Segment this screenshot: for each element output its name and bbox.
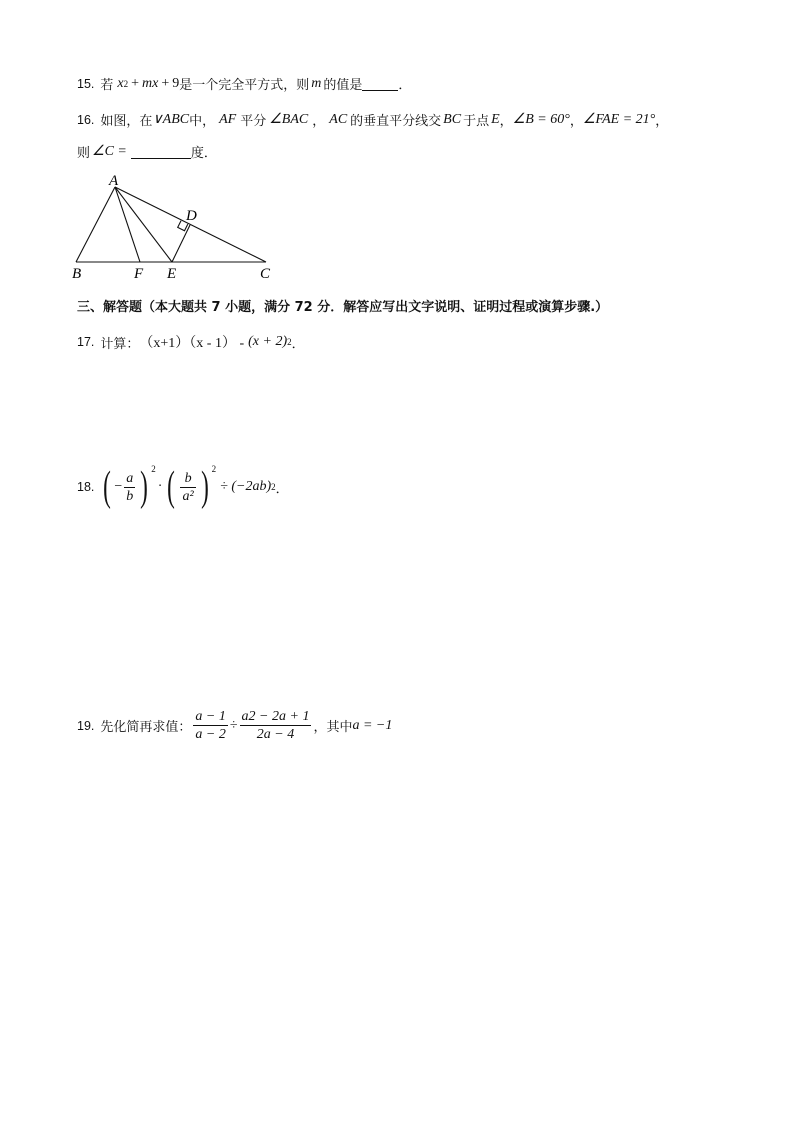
exponent: 2 [123, 78, 129, 89]
q16-text: ， [312, 114, 326, 129]
label-c: C [260, 266, 271, 282]
right-paren: ) [200, 464, 209, 510]
q16-text: ， [499, 114, 513, 129]
segment-ac: AC [329, 111, 348, 127]
triangle-abc: ∨ABC [152, 112, 190, 127]
question-16-line-2 [77, 142, 217, 161]
answer-blank [131, 144, 191, 159]
point-e: E [491, 111, 500, 127]
term-mx: mx [142, 75, 159, 91]
left-paren: ( [167, 464, 176, 510]
denominator: a² [182, 488, 194, 504]
q18-divisor: ÷ (−2ab) [220, 479, 272, 494]
question-15 [77, 74, 411, 93]
question-number: 15. [77, 76, 95, 91]
exponent: 2 [271, 482, 276, 492]
question-number: 18. [77, 480, 95, 494]
question-18 [77, 466, 289, 508]
triangle-figure [66, 170, 286, 285]
q17-expression-2: (x + 2) [248, 334, 288, 349]
q17-expression-1: （x+1）（x - 1） - [139, 336, 245, 351]
denominator: a − 2 [195, 727, 226, 742]
q19-tail: ，其中 [313, 720, 353, 735]
segment-ab [76, 187, 115, 262]
dot-operator: · [157, 479, 163, 494]
question-17 [77, 332, 305, 352]
exponent: 2 [287, 337, 292, 347]
q19-condition: a = −1 [352, 717, 393, 733]
right-paren: ) [140, 464, 149, 510]
q16-text: 于点 [463, 114, 490, 129]
q16-text: 则 [77, 146, 91, 161]
answer-blank [362, 76, 398, 91]
fraction-1 [193, 708, 227, 743]
numerator: b [184, 470, 192, 486]
q15-end: ． [398, 78, 412, 93]
q16-text: 平分 [240, 114, 267, 129]
label-f: F [134, 266, 144, 282]
division-sign: ÷ [229, 717, 238, 733]
exponent: 2 [211, 464, 217, 474]
segment-de-line [172, 225, 190, 262]
denominator: b [126, 488, 134, 504]
question-number: 19. [77, 718, 95, 733]
q16-text: 如图，在 [100, 114, 153, 129]
section-3-heading: 三、解答题（本大题共 7 小题，满分 72 分．解答应写出文字说明、证明过程或演算步骤.） [77, 300, 609, 315]
angle-c: ∠C = [92, 144, 127, 159]
q16-text: ， [655, 114, 669, 129]
var-x: x [117, 75, 124, 91]
q17-label: 计算： [100, 336, 140, 352]
question-16-line-1 [77, 110, 668, 129]
q15-prefix: 若 [100, 78, 114, 93]
segment-ac-line [115, 187, 266, 262]
q15-post-text: 的值是 [323, 78, 363, 93]
question-number: 16. [77, 112, 95, 127]
plus-sign: + [161, 75, 170, 91]
fraction-2 [240, 708, 312, 743]
numerator: a − 1 [195, 709, 226, 724]
segment-bc: BC [443, 111, 462, 127]
fraction-a-over-b [124, 470, 135, 505]
label-b: B [72, 266, 82, 282]
angle-bac: ∠BAC [269, 112, 309, 127]
segment-ae-line [115, 187, 172, 262]
question-19 [77, 708, 392, 743]
label-a: A [109, 173, 119, 189]
numerator: a2 − 2a + 1 [241, 709, 310, 724]
q16-text: 的垂直平分线交 [350, 114, 442, 129]
var-m: m [311, 75, 322, 91]
denominator: 2a − 4 [256, 727, 295, 742]
left-paren: ( [103, 464, 112, 510]
q17-end: ． [291, 336, 305, 352]
q16-text: 中， [189, 114, 216, 129]
angle-b-value: ∠B = 60° [512, 112, 570, 127]
constant: 9 [172, 75, 180, 91]
q16-text: 度． [190, 146, 217, 161]
angle-fae-value: ∠FAE = 21° [582, 112, 656, 127]
q19-label: 先化简再求值： [100, 720, 192, 735]
segment-af-line [115, 187, 140, 262]
segment-af: AF [219, 111, 237, 127]
q18-end: ． [275, 481, 289, 497]
label-d: D [186, 208, 197, 224]
numerator: a [126, 470, 134, 486]
exponent: 2 [151, 464, 156, 474]
minus-sign: − [114, 479, 123, 494]
q15-middle-text: 是一个完全平方式，则 [179, 78, 310, 93]
fraction-b-over-a2 [180, 470, 195, 505]
question-number: 17. [77, 335, 95, 349]
q16-text: ， [569, 114, 583, 129]
label-e: E [167, 266, 177, 282]
plus-sign: + [131, 75, 140, 91]
